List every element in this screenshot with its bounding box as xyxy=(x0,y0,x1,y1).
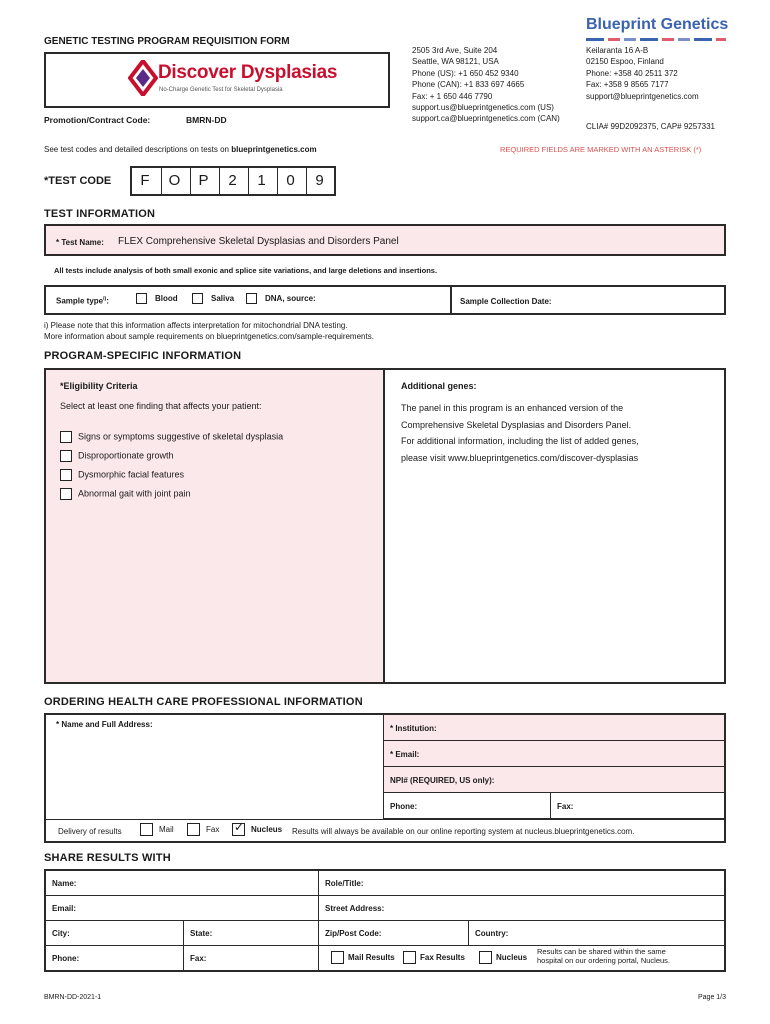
test-code-char[interactable]: 1 xyxy=(248,168,274,196)
footer-page-number: Page 1/3 xyxy=(698,994,727,1001)
criterion-checkbox[interactable] xyxy=(60,488,72,500)
address-line: 02150 Espoo, Finland xyxy=(586,57,664,67)
criterion-item[interactable] xyxy=(60,469,184,481)
test-name-value: FLEX Comprehensive Skeletal Dysplasias and Disorders Panel xyxy=(118,236,399,247)
share-nucleus-option[interactable] xyxy=(479,951,527,964)
logo-subtext: No-Charge Genetic Test for Skeletal Dysplasia xyxy=(159,87,283,93)
ordering-title: ORDERING HEALTH CARE PROFESSIONAL INFORMATION xyxy=(44,696,363,708)
test-code-label: *TEST CODE xyxy=(44,175,112,187)
clia-cap: CLIA# 99D2092375, CAP# 9257331 xyxy=(586,122,715,131)
test-name-field[interactable] xyxy=(44,224,726,256)
address-line: 2505 3rd Ave, Suite 204 xyxy=(412,46,498,55)
phone-field[interactable] xyxy=(384,793,551,819)
saliva-checkbox[interactable] xyxy=(192,293,203,304)
promo-label: Promotion/Contract Code: xyxy=(44,115,151,125)
share-role-label: Role/Title: xyxy=(325,879,364,888)
share-role-field[interactable] xyxy=(319,871,724,896)
mail-checkbox[interactable] xyxy=(140,823,153,836)
blood-label: Blood xyxy=(155,293,178,303)
name-address-label: * Name and Full Address: xyxy=(56,720,153,729)
delivery-mail-option[interactable] xyxy=(140,823,174,836)
nucleus-label: Nucleus xyxy=(251,824,283,834)
blood-checkbox[interactable] xyxy=(136,293,147,304)
sample-type-label: Sample type$^{i)}$: xyxy=(56,296,109,306)
finland-address xyxy=(586,45,699,102)
genes-line: For additional information, including the list of added genes, xyxy=(401,436,639,446)
address-line: Keilaranta 16 A-B xyxy=(586,46,649,55)
share-street-label: Street Address: xyxy=(325,904,385,913)
share-mail-checkbox[interactable] xyxy=(331,951,344,964)
us-address xyxy=(412,45,560,125)
saliva-label: Saliva xyxy=(211,293,235,303)
criterion-item[interactable] xyxy=(60,488,191,500)
form-title: GENETIC TESTING PROGRAM REQUISITION FORM xyxy=(44,36,290,47)
share-email-field[interactable] xyxy=(46,896,319,921)
delivery-fax-option[interactable] xyxy=(187,823,219,836)
share-nucleus-note xyxy=(537,948,670,965)
address-line: support.ca@blueprintgenetics.com (CAN) xyxy=(412,114,560,124)
criterion-label: Dysmorphic facial features xyxy=(78,469,185,480)
share-fax-label: Fax Results xyxy=(420,952,465,962)
criterion-label: Signs or symptoms suggestive of skeletal dysplasia xyxy=(78,431,284,442)
share-phone-field[interactable] xyxy=(46,946,184,970)
mail-label: Mail xyxy=(159,824,174,834)
criterion-item[interactable] xyxy=(60,450,174,462)
program-box xyxy=(44,368,726,684)
share-box xyxy=(44,869,726,972)
npi-field[interactable] xyxy=(384,767,724,793)
dysplasias-logo-icon xyxy=(128,60,158,96)
share-nucleus-label: Nucleus xyxy=(496,952,528,962)
fax-label: Fax: xyxy=(557,802,574,811)
dna-checkbox[interactable] xyxy=(246,293,257,304)
delivery-note: Results will always be available on our online reporting system at nucleus.blueprintgenetics.com. xyxy=(292,827,635,836)
name-address-field[interactable] xyxy=(46,715,384,819)
share-options-row xyxy=(319,946,724,970)
program-logo-box xyxy=(44,52,390,108)
criterion-label: Disproportionate growth xyxy=(78,450,174,461)
required-note: REQUIRED FIELDS ARE MARKED WITH AN ASTERISK (*) xyxy=(500,145,702,154)
promo-value: BMRN-DD xyxy=(186,115,227,125)
dna-label: DNA, source: xyxy=(265,293,316,303)
test-name-label: * Test Name: xyxy=(56,238,104,247)
share-nucleus-checkbox[interactable] xyxy=(479,951,492,964)
eligibility-title: *Eligibility Criteria xyxy=(60,381,138,391)
email-field[interactable] xyxy=(384,741,724,767)
delivery-nucleus-option[interactable] xyxy=(232,823,282,836)
share-zip-field[interactable] xyxy=(319,921,469,946)
footer-form-id: BMRN-DD-2021-1 xyxy=(44,994,102,1001)
share-country-field[interactable] xyxy=(469,921,724,946)
share-state-label: State: xyxy=(190,929,213,938)
share-street-field[interactable] xyxy=(319,896,724,921)
test-code-boxes[interactable] xyxy=(130,166,336,196)
collection-date-label[interactable]: Sample Collection Date: xyxy=(460,297,552,306)
test-info-title: TEST INFORMATION xyxy=(44,208,156,220)
nucleus-note-line: hospital on our ordering portal, Nucleus. xyxy=(537,955,670,965)
share-zip-label: Zip/Post Code: xyxy=(325,929,382,938)
genes-description xyxy=(401,400,639,466)
see-codes-note xyxy=(44,145,317,154)
institution-field[interactable] xyxy=(384,715,724,741)
sample-type-text: Sample type xyxy=(56,296,104,306)
ordering-box xyxy=(44,713,726,843)
test-code-char[interactable]: F xyxy=(140,172,150,189)
share-mail-option[interactable] xyxy=(331,951,395,964)
fax-field[interactable] xyxy=(551,793,724,819)
address-line: Fax: +358 9 8565 7177 xyxy=(586,80,669,90)
genes-title: Additional genes: xyxy=(401,381,477,391)
genes-line: please visit www.blueprintgenetics.com/discover-dysplasias xyxy=(401,452,639,463)
criterion-checkbox[interactable] xyxy=(60,469,72,481)
test-code-char[interactable]: 0 xyxy=(277,168,303,196)
delivery-label: Delivery of results xyxy=(58,827,122,836)
sample-blood-option[interactable] xyxy=(136,293,178,304)
share-city-field[interactable] xyxy=(46,921,184,946)
program-title: PROGRAM-SPECIFIC INFORMATION xyxy=(44,350,242,362)
npi-label: NPI# (REQUIRED, US only): xyxy=(390,776,495,785)
test-info-note: All tests include analysis of both small exonic and splice site variations, and large deletions and insertions. xyxy=(54,266,438,275)
address-line: Phone (CAN): +1 833 697 4665 xyxy=(412,80,525,90)
sample-divider xyxy=(450,287,452,313)
share-fax-label: Fax: xyxy=(190,954,207,963)
genes-line: Comprehensive Skeletal Dysplasias and Disorders Panel. xyxy=(401,419,632,430)
sample-footnote-1: i) Please note that this information affects interpretation for mitochondrial DNA testing. xyxy=(44,321,348,330)
share-name-label: Name: xyxy=(52,879,77,888)
address-line: Fax: + 1 650 446 7790 xyxy=(412,91,493,101)
eligibility-panel xyxy=(46,370,385,682)
test-code-char[interactable]: P xyxy=(190,168,216,196)
criterion-checkbox[interactable] xyxy=(60,431,72,443)
eligibility-instruction: Select at least one finding that affects your patient: xyxy=(60,401,262,411)
address-line: Phone (US): +1 650 452 9340 xyxy=(412,68,519,78)
fax-option-label: Fax xyxy=(206,824,220,834)
share-fax-option[interactable] xyxy=(403,951,465,964)
share-state-field[interactable] xyxy=(184,921,319,946)
fax-checkbox[interactable] xyxy=(187,823,200,836)
test-code-char[interactable]: 2 xyxy=(219,168,245,196)
see-codes-text: See test codes and detailed descriptions on tests on xyxy=(44,145,232,154)
share-fax-field[interactable] xyxy=(184,946,319,970)
criterion-checkbox[interactable] xyxy=(60,450,72,462)
sample-footnote-2: More information about sample requirements on blueprintgenetics.com/sample-requirements. xyxy=(44,332,374,341)
address-line: Seattle, WA 98121, USA xyxy=(412,57,499,67)
share-phone-label: Phone: xyxy=(52,954,80,963)
share-title: SHARE RESULTS WITH xyxy=(44,852,171,864)
phone-label: Phone: xyxy=(390,802,418,811)
test-code-char[interactable]: 9 xyxy=(306,168,332,196)
email-label: * Email: xyxy=(390,750,420,759)
share-country-label: Country: xyxy=(475,929,509,938)
share-fax-checkbox[interactable] xyxy=(403,951,416,964)
nucleus-checkbox[interactable] xyxy=(232,823,245,836)
brand-stripe xyxy=(586,38,726,41)
sample-type-sup: i) xyxy=(103,296,107,302)
criterion-item[interactable] xyxy=(60,431,283,443)
share-name-field[interactable] xyxy=(46,871,319,896)
sample-row xyxy=(44,285,726,315)
sample-dna-option[interactable] xyxy=(246,293,316,304)
nucleus-note-line: Results can be shared within the same xyxy=(537,947,666,956)
brand-logo: Blueprint Genetics xyxy=(586,16,729,33)
address-line: support.us@blueprintgenetics.com (US) xyxy=(412,103,554,113)
test-code-char[interactable]: O xyxy=(161,168,187,196)
share-city-label: City: xyxy=(52,929,70,938)
see-codes-link[interactable]: blueprintgenetics.com xyxy=(231,145,317,154)
address-line: support@blueprintgenetics.com xyxy=(586,91,699,101)
address-line: Phone: +358 40 2511 372 xyxy=(586,68,678,78)
sample-saliva-option[interactable] xyxy=(192,293,234,304)
logo-text: Discover Dysplasias xyxy=(158,62,338,83)
genes-line: The panel in this program is an enhanced version of the xyxy=(401,403,624,413)
share-mail-label: Mail Results xyxy=(348,952,395,962)
share-email-label: Email: xyxy=(52,904,77,913)
institution-label: * Institution: xyxy=(390,724,437,733)
delivery-row xyxy=(46,819,724,841)
criterion-label: Abnormal gait with joint pain xyxy=(78,488,191,499)
